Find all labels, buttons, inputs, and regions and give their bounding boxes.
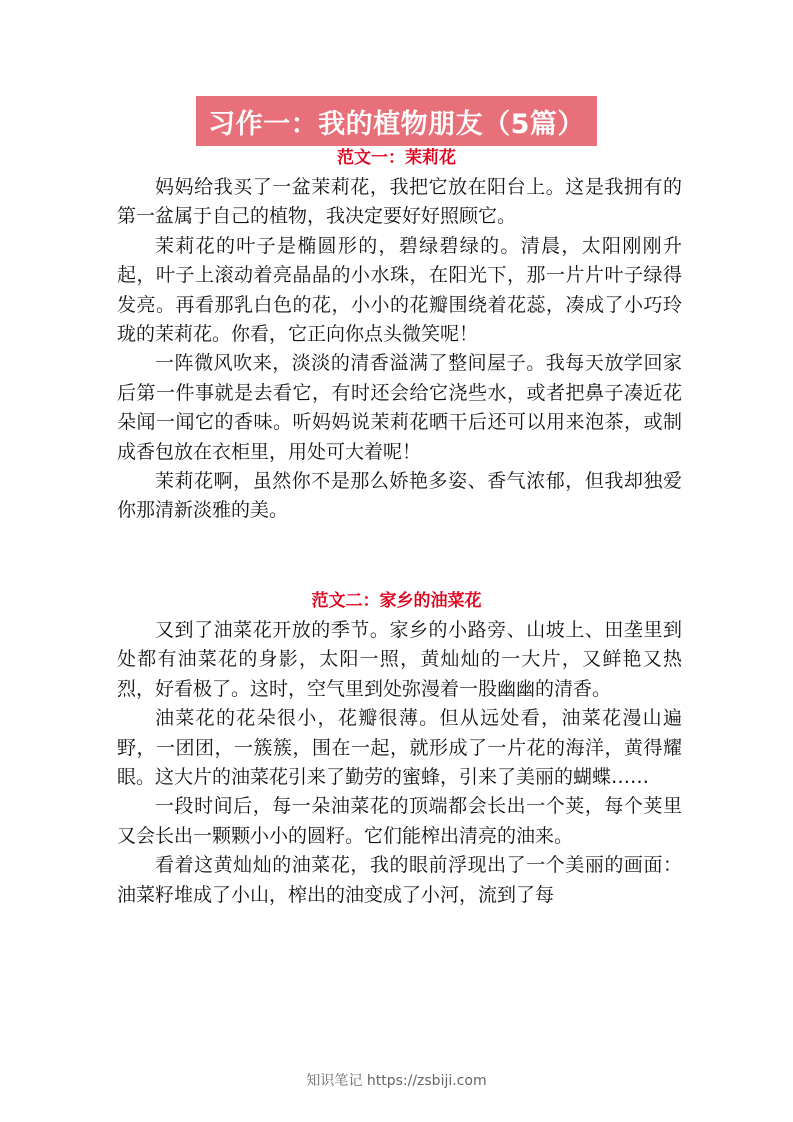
- essay-2-paragraph-1: 又到了油菜花开放的季节。家乡的小路旁、山坡上、田垄里到处都有油菜花的身影，太阳一照，黄灿灿的一大片，又鲜艳又热烈，好看极了。这时，空气里到处弥漫着一股幽幽的清香。: [117, 619, 682, 700]
- essay-1-paragraph-4: 茉莉花啊，虽然你不是那么娇艳多姿、香气浓郁，但我却独爱你那清新淡雅的美。: [117, 470, 682, 522]
- essay-1-heading: 范文一：茉莉花: [337, 148, 456, 168]
- footer-watermark: 知识笔记 https://zsbiji.com: [306, 1073, 487, 1089]
- essay-1-paragraph-3: 一阵微风吹来，淡淡的清香溢满了整间屋子。我每天放学回家后第一件事就是去看它，有时还会给它浇些水，或者把鼻子凑近花朵闻一闻它的香味。听妈妈说茉莉花晒干后还可以用来泡茶，或制成香包放在衣柜里，用处可大着呢！: [117, 352, 682, 463]
- page-title: 习作一：我的植物朋友（5篇）: [208, 108, 585, 140]
- essay-1-body: [117, 173, 682, 526]
- essay-1-paragraph-1: 妈妈给我买了一盆茉莉花，我把它放在阳台上。这是我拥有的第一盆属于自己的植物，我决定要好好照顾它。: [117, 176, 682, 228]
- essay-2-paragraph-2: 油菜花的花朵很小，花瓣很薄。但从远处看，油菜花漫山遍野，一团团，一簇簇，围在一起，就形成了一片花的海洋，黄得耀眼。这大片的油菜花引来了勤劳的蜜蜂，引来了美丽的蝴蝶……: [117, 707, 682, 789]
- essay-2-paragraph-4: 看着这黄灿灿的油菜花，我的眼前浮现出了一个美丽的画面：油菜籽堆成了小山，榨出的油变成了小河，流到了每: [117, 854, 682, 906]
- essay-2-heading: 范文二：家乡的油菜花: [311, 591, 482, 611]
- title-banner: [196, 96, 597, 146]
- essay-2-body: [117, 616, 682, 910]
- essay-1-paragraph-2: 茉莉花的叶子是椭圆形的，碧绿碧绿的。清晨，太阳刚刚升起，叶子上滚动着亮晶晶的小水珠，在阳光下，那一片片叶子绿得发亮。再看那乳白色的花，小小的花瓣围绕着花蕊，凑成了小巧玲珑的茉莉花。你看，它正向你点头微笑呢！: [117, 234, 682, 346]
- essay-2-paragraph-3: 一段时间后，每一朵油菜花的顶端都会长出一个荚，每个荚里又会长出一颗颗小小的圆籽。它们能榨出清亮的油来。: [117, 795, 682, 847]
